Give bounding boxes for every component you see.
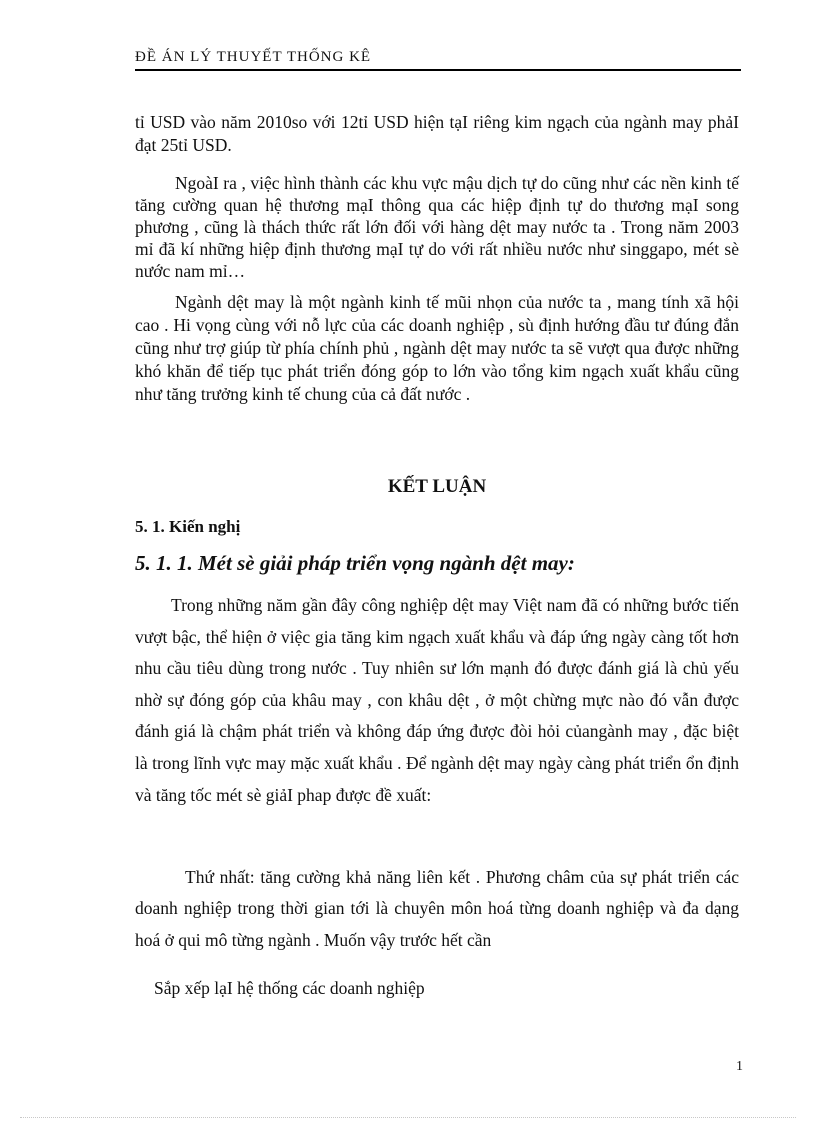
paragraph-usd-target: tỉ USD vào năm 2010so với 12tỉ USD hiện tạI riêng kim ngạch của ngành may phảI đạt 25tỉ USD. xyxy=(135,112,739,155)
paragraph-free-trade: NgoàI ra , việc hình thành các khu vực mậu dịch tự do cũng như các nền kinh tế tăng cường quan hệ thương mạI thông qua các hiệp định tự do thương mạI song phương , cũng là thách thức rất lớn đối với hàng dệt may nước ta . Trong năm 2003 mỉ đã kí những hiệp định thương mạI tự do với rất nhiều nước như singgapo, mét sè nước nam mỉ… xyxy=(135,173,739,281)
paragraph-reorganize: Sắp xếp lạI hệ thống các doanh nghiệp xyxy=(154,978,425,998)
page-number: 1 xyxy=(736,1059,743,1074)
conclusion-heading: KẾT LUẬN xyxy=(387,476,487,497)
subsection-heading: 5. 1. 1. Mét sè giải pháp triển vọng ngành dệt may: xyxy=(135,551,575,575)
page-bottom-divider xyxy=(20,1117,796,1118)
paragraph-textile-outlook: Ngành dệt may là một ngành kinh tế mũi nhọn của nước ta , mang tính xã hội cao . Hi vọng cùng với nỗ lực của các doanh nghiệp , sù định hướng đầu tư đúng đắn cũng như trợ giúp từ phía chính phủ , ngành dệt may nước ta sẽ vượt qua được những khó khăn để tiếp tục phát triển đóng góp to lớn vào tổng kim ngạch xuất khẩu cũng như tăng trưởng kinh tế chung của cả đất nước . xyxy=(135,292,739,404)
paragraph-first-solution: Thứ nhất: tăng cường khả năng liên kết . Phương châm của sự phát triển các doanh nghiệp trong thời gian tới là chuyên môn hoá từng doanh nghiệp và đa dạng hoá ở qui mô từng ngành . Muốn vậy trước hết cần xyxy=(135,867,739,950)
document-header: ĐỀ ÁN LÝ THUYẾT THỐNG KÊ xyxy=(135,48,741,71)
paragraph-industry-progress: Trong những năm gần đây công nghiệp dệt may Việt nam đã có những bước tiến vượt bậc, thể hiện ở việc gia tăng kim ngạch xuất khẩu và đáp ứng ngày càng tốt hơn nhu cầu tiêu dùng trong nước . Tuy nhiên sư lớn mạnh đó được đánh giá là chủ yếu nhờ sự đóng góp của khâu may , con khâu dệt , ở một chừng mực nào đó vẫn được đánh giá là chậm phát triển và không đáp ứng được đòi hỏi củangành may , đặc biệt là trong lĩnh vực may mặc xuất khẩu . Để ngành dệt may ngày càng phát triển ổn định và tăng tốc mét sè giảI phap được đề xuất: xyxy=(135,595,739,805)
section-heading: 5. 1. Kiến nghị xyxy=(135,517,241,536)
